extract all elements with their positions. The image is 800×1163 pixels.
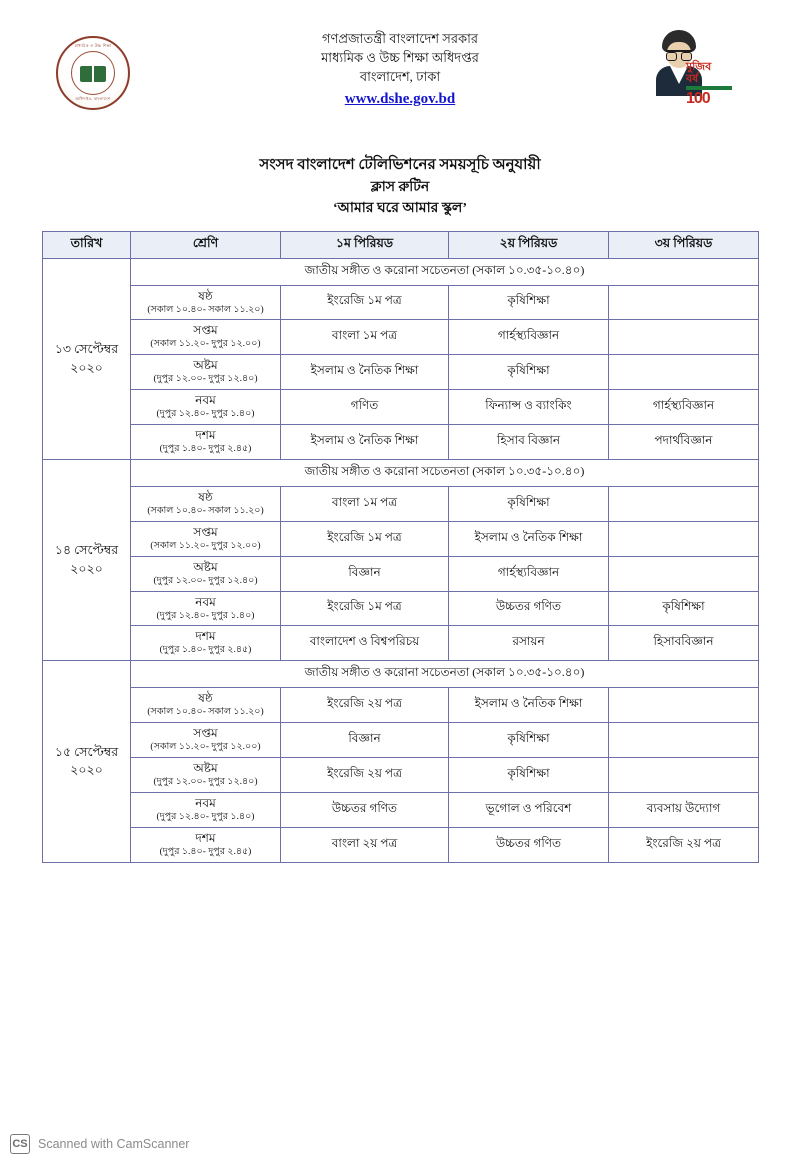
website-link[interactable]: www.dshe.gov.bd	[344, 90, 456, 107]
table-header-row	[43, 231, 759, 258]
camscanner-footer	[0, 1123, 800, 1163]
period-2-subject: ইসলাম ও নৈতিক শিক্ষা	[449, 688, 609, 723]
table-row	[43, 827, 759, 862]
table-row	[43, 355, 759, 390]
class-name: সপ্তম	[193, 524, 218, 539]
period-3-subject	[609, 521, 759, 556]
class-cell	[131, 521, 281, 556]
class-name: অষ্টম	[193, 559, 218, 574]
column-header-period-1: ১ম পিরিয়ড	[281, 231, 449, 258]
date-cell-day-1: ১৩ সেপ্টেম্বর ২০২০	[43, 258, 131, 459]
period-1-subject: ইংরেজি ২য় পত্র	[281, 758, 449, 793]
period-1-subject: ইসলাম ও নৈতিক শিক্ষা	[281, 355, 449, 390]
period-2-subject: ফিন্যান্স ও ব্যাংকিং	[449, 390, 609, 425]
mujib-logo-line2: বর্ষ	[686, 72, 699, 85]
class-name: নবম	[195, 795, 216, 810]
period-2-subject: কৃষিশিক্ষা	[449, 355, 609, 390]
period-1-subject: বাংলা ২য় পত্র	[281, 827, 449, 862]
column-header-class: শ্রেণি	[131, 231, 281, 258]
class-time: (দুপুর ১২.০০- দুপুর ১২.৪০)	[153, 575, 258, 586]
period-2-subject: ইসলাম ও নৈতিক শিক্ষা	[449, 521, 609, 556]
class-cell	[131, 591, 281, 626]
class-time: (দুপুর ১২.৪০- দুপুর ১.৪০)	[156, 610, 255, 621]
period-2-subject: ভূগোল ও পরিবেশ	[449, 792, 609, 827]
period-1-subject: ইসলাম ও নৈতিক শিক্ষা	[281, 425, 449, 460]
class-time: (দুপুর ১২.০০- দুপুর ১২.৪০)	[153, 777, 258, 787]
anthem-row-day-2: জাতীয় সঙ্গীত ও করোনা সচেতনতা (সকাল ১০.৩৫-১০.৪০)	[131, 459, 759, 486]
period-3-subject: কৃষিশিক্ষা	[609, 591, 759, 626]
table-row	[43, 626, 759, 661]
period-3-subject: পদার্থবিজ্ঞান	[609, 425, 759, 460]
table-row	[43, 591, 759, 626]
period-1-subject: বাংলাদেশ ও বিশ্বপরিচয়	[281, 626, 449, 661]
class-cell	[131, 723, 281, 758]
anthem-row-day-1: জাতীয় সঙ্গীত ও করোনা সচেতনতা (সকাল ১০.৩৫-১০.৪০)	[131, 258, 759, 285]
class-time: (দুপুর ১২.৪০- দুপুর ১.৪০)	[156, 409, 255, 420]
class-time: (সকাল ১১.২০- দুপুর ১২.০০)	[150, 339, 261, 350]
column-header-period-2: ২য় পিরিয়ড	[449, 231, 609, 258]
class-name: দশম	[195, 428, 216, 442]
dshe-seal-logo	[56, 36, 130, 110]
period-1-subject: ইংরেজি ১ম পত্র	[281, 285, 449, 320]
class-cell	[131, 320, 281, 355]
mujib-logo-number: 100	[686, 90, 710, 108]
org-line-2: মাধ্যমিক ও উচ্চ শিক্ষা অধিদপ্তর	[321, 49, 479, 65]
class-cell	[131, 688, 281, 723]
period-2-subject: হিসাব বিজ্ঞান	[449, 425, 609, 460]
class-cell	[131, 792, 281, 827]
table-row	[43, 661, 759, 688]
seal-top-text: মাধ্যমিক ও উচ্চ শিক্ষা	[74, 43, 112, 48]
period-2-subject: গার্হস্থ্যবিজ্ঞান	[449, 556, 609, 591]
class-name: ষষ্ঠ	[198, 691, 213, 706]
period-2-subject: কৃষিশিক্ষা	[449, 285, 609, 320]
period-3-subject	[609, 355, 759, 390]
period-2-subject: উচ্চতর গণিত	[449, 591, 609, 626]
seal-bottom-text: অধিদপ্তর, বাংলাদেশ	[75, 96, 111, 101]
class-name: অষ্টম	[193, 358, 218, 373]
class-time: (সকাল ১১.২০- দুপুর ১২.০০)	[150, 540, 261, 551]
period-3-subject	[609, 723, 759, 758]
org-line-1: গণপ্রজাতন্ত্রী বাংলাদেশ সরকার	[321, 31, 479, 46]
period-3-subject: ইংরেজি ২য় পত্র	[609, 827, 759, 862]
table-row	[43, 688, 759, 723]
class-name: সপ্তম	[193, 323, 218, 338]
period-3-subject: হিসাববিজ্ঞান	[609, 626, 759, 661]
org-line-3: বাংলাদেশ, ঢাকা	[359, 68, 441, 84]
period-3-subject	[609, 320, 759, 355]
class-cell	[131, 390, 281, 425]
period-2-subject: কৃষিশিক্ষা	[449, 486, 609, 521]
period-1-subject: ইংরেজি ২য় পত্র	[281, 688, 449, 723]
class-cell	[131, 486, 281, 521]
table-row	[43, 723, 759, 758]
period-1-subject: ইংরেজি ১ম পত্র	[281, 521, 449, 556]
class-name: নবম	[195, 393, 216, 408]
date-cell-day-2: ১৪ সেপ্টেম্বর ২০২০	[43, 459, 131, 660]
period-3-subject	[609, 285, 759, 320]
class-time: (সকাল ১০.৪০- সকাল ১১.২০)	[147, 707, 264, 718]
period-3-subject	[609, 688, 759, 723]
class-time: (দুপুর ১.৪০- দুপুর ২.৪৫)	[159, 444, 252, 454]
table-row	[43, 758, 759, 793]
title-line-3: ‘আমার ঘরে আমার স্কুল’	[332, 200, 468, 216]
period-3-subject	[609, 486, 759, 521]
period-2-subject: রসায়ন	[449, 626, 609, 661]
class-time: (দুপুর ১.৪০- দুপুর ২.৪৫)	[159, 846, 252, 857]
class-time: (দুপুর ১২.০০- দুপুর ১২.৪০)	[153, 374, 258, 385]
table-row	[43, 556, 759, 591]
class-name: অষ্টম	[193, 761, 218, 775]
period-1-subject: বাংলা ১ম পত্র	[281, 320, 449, 355]
class-cell	[131, 285, 281, 320]
camscanner-label: Scanned with CamScanner	[38, 1136, 190, 1151]
class-cell	[131, 827, 281, 862]
title-line-1: সংসদ বাংলাদেশ টেলিভিশনের সময়সূচি অনুযায়ী	[259, 157, 541, 173]
table-body	[43, 258, 759, 862]
title-line-2: ক্লাস রুটিন	[370, 179, 430, 195]
period-1-subject: বিজ্ঞান	[281, 723, 449, 758]
class-name: সপ্তম	[193, 726, 218, 741]
table-row	[43, 285, 759, 320]
period-2-subject: গার্হস্থ্যবিজ্ঞান	[449, 320, 609, 355]
class-time: (সকাল ১০.৪০- সকাল ১১.২০)	[147, 505, 264, 516]
class-cell	[131, 556, 281, 591]
period-2-subject: কৃষিশিক্ষা	[449, 758, 609, 793]
routine-table-wrapper	[42, 231, 758, 863]
class-cell	[131, 626, 281, 661]
mujib-logo-line1: মুজিব	[686, 61, 712, 73]
column-header-period-3: ৩য় পিরিয়ড	[609, 231, 759, 258]
class-cell	[131, 425, 281, 460]
period-3-subject: ব্যবসায় উদ্যোগ	[609, 792, 759, 827]
table-row	[43, 792, 759, 827]
class-name: দশম	[195, 629, 216, 644]
table-row	[43, 459, 759, 486]
table-row	[43, 486, 759, 521]
period-3-subject	[609, 758, 759, 793]
table-row	[43, 390, 759, 425]
period-1-subject: বাংলা ১ম পত্র	[281, 486, 449, 521]
class-time: (দুপুর ১.৪০- দুপুর ২.৪৫)	[159, 645, 252, 656]
class-time: (সকাল ১০.৪০- সকাল ১১.২০)	[147, 304, 264, 315]
document-header	[0, 0, 800, 140]
period-1-subject: গণিত	[281, 390, 449, 425]
period-3-subject	[609, 556, 759, 591]
camscanner-icon: CS	[10, 1134, 30, 1154]
period-1-subject: বিজ্ঞান	[281, 556, 449, 591]
class-name: ষষ্ঠ	[198, 288, 213, 303]
class-time: (সকাল ১১.২০- দুপুর ১২.০০)	[150, 742, 261, 753]
period-1-subject: উচ্চতর গণিত	[281, 792, 449, 827]
class-name: ষষ্ঠ	[198, 489, 213, 504]
period-2-subject: কৃষিশিক্ষা	[449, 723, 609, 758]
table-row	[43, 320, 759, 355]
class-routine-table	[42, 231, 759, 863]
table-row	[43, 425, 759, 460]
class-time: (দুপুর ১২.৪০- দুপুর ১.৪০)	[156, 811, 255, 822]
table-row	[43, 258, 759, 285]
document-title	[0, 154, 800, 219]
column-header-date: তারিখ	[43, 231, 131, 258]
anthem-row-day-3: জাতীয় সঙ্গীত ও করোনা সচেতনতা (সকাল ১০.৩৫-১০.৪০)	[131, 661, 759, 688]
mujib-borsho-logo	[646, 26, 742, 118]
class-name: নবম	[195, 594, 216, 609]
date-cell-day-3: ১৫ সেপ্টেম্বর ২০২০	[43, 661, 131, 862]
period-3-subject: গার্হস্থ্যবিজ্ঞান	[609, 390, 759, 425]
period-1-subject: ইংরেজি ১ম পত্র	[281, 591, 449, 626]
class-cell	[131, 758, 281, 793]
class-cell	[131, 355, 281, 390]
period-2-subject: উচ্চতর গণিত	[449, 827, 609, 862]
class-name: দশম	[195, 830, 216, 845]
table-row	[43, 521, 759, 556]
